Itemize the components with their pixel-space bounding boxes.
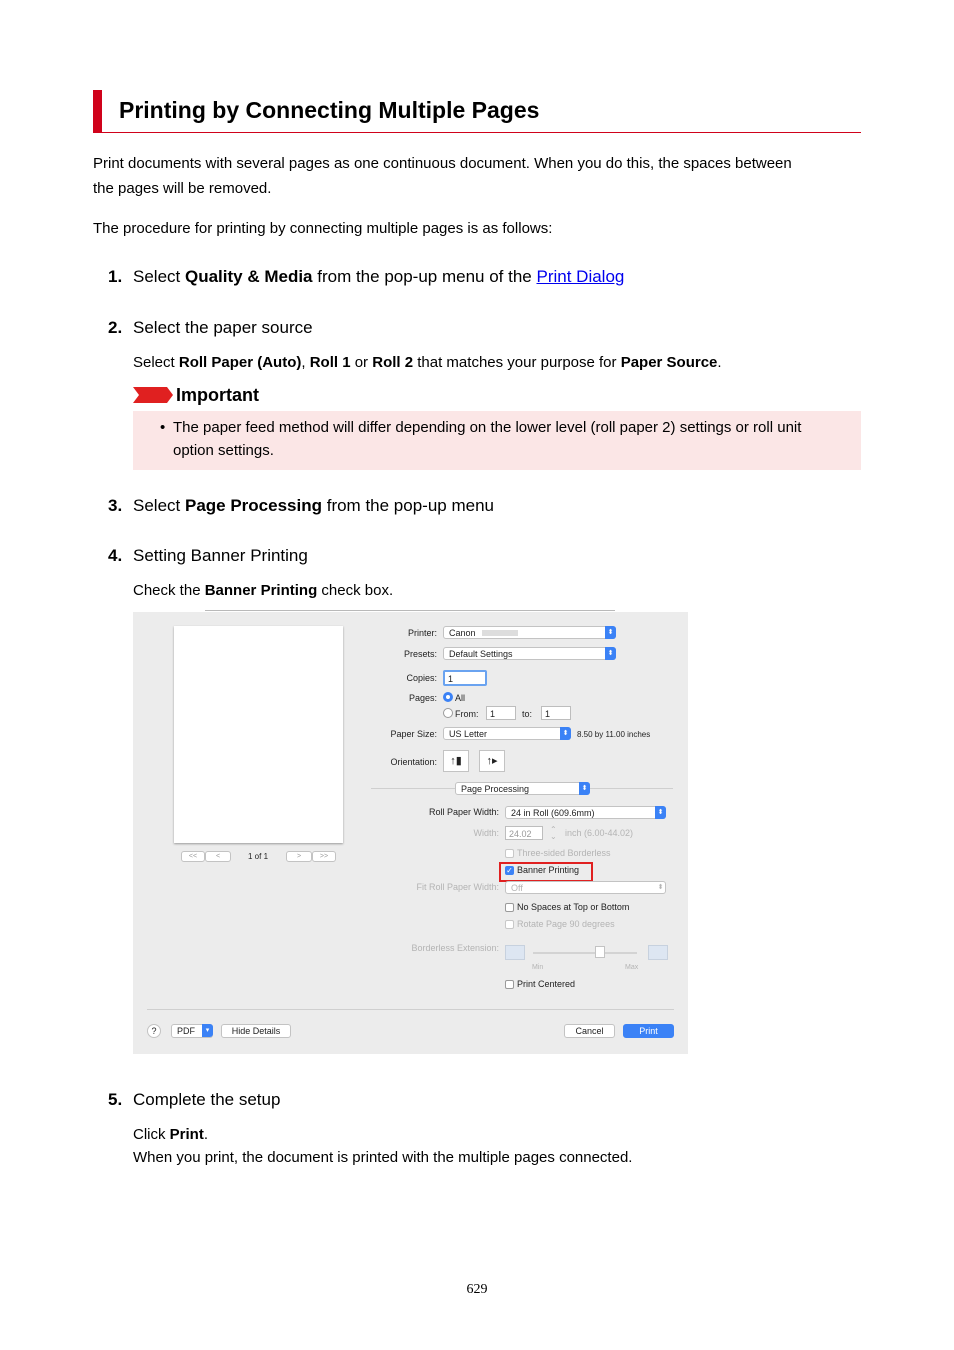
copies-label: Copies: [406,673,437,683]
printer-select[interactable]: Canon ⬍ [443,626,616,639]
no-spaces-checkbox[interactable] [505,903,514,912]
dialog-top-edge [205,610,615,611]
intro-line-1: Print documents with several pages as one continuous document. When you do this, the spaces between [93,155,792,172]
borderless-min-icon [505,945,525,960]
landscape-orientation-button[interactable] [479,750,505,772]
portrait-orientation-button[interactable] [443,750,469,772]
page-indicator: 1 of 1 [248,852,269,861]
step-3-text: Select Page Processing from the pop-up menu [133,496,494,515]
pages-from-label: From: [455,709,479,719]
paper-size-select[interactable]: US Letter ⬍ [443,727,571,740]
pages-label: Pages: [408,693,437,703]
roll-width-select[interactable]: 24 in Roll (609.6mm) ⬍ [505,806,666,819]
step-2-text: Select the paper source [133,318,313,337]
borderless-label: Borderless Extension: [411,943,499,953]
last-page-button[interactable]: >> [312,851,336,862]
rotate-label: Rotate Page 90 degrees [517,919,615,929]
chevron-updown-icon: ⬍ [655,806,666,819]
copies-input[interactable]: 1 [443,670,487,686]
step-1-number: 1. [108,267,123,286]
pages-from-radio[interactable] [443,708,453,718]
fit-roll-label: Fit Roll Paper Width: [416,882,499,892]
rotate-checkbox[interactable] [505,920,514,929]
presets-label: Presets: [403,649,437,659]
to-label: to: [522,709,533,719]
slider-max-label: Max [625,964,639,971]
pages-all-radio[interactable] [443,692,453,702]
from-input[interactable]: 1 [486,706,516,720]
width-stepper-icon[interactable]: ⌃ ⌄ [550,825,557,841]
width-input[interactable]: 24.02 [505,826,543,840]
three-sided-label: Three-sided Borderless [517,848,611,858]
portrait-icon: ↑▮ [450,755,462,767]
borderless-slider-track[interactable] [533,952,637,954]
important-text: The paper feed method will differ depending on the lower level (roll paper 2) settings or roll unit option settings. [173,419,802,459]
next-page-button[interactable]: > [286,851,312,862]
step-2-detail: Select Roll Paper (Auto), Roll 1 or Roll 2 that matches your purpose for Paper Source. [133,354,722,371]
fit-roll-select[interactable]: Off ⬍ [505,881,666,894]
orientation-label: Orientation: [390,757,437,767]
panel-select[interactable]: Page Processing ⬍ [455,782,590,795]
width-unit: inch (6.00-44.02) [565,828,634,838]
step-5-note: When you print, the document is printed with the multiple pages connected. [133,1149,633,1166]
step-5-text: Complete the setup [133,1090,281,1109]
chevron-down-icon: ▾ [202,1024,213,1037]
important-arrows-icon [133,387,173,403]
printer-label: Printer: [407,628,437,638]
page-number: 629 [466,1282,488,1297]
slider-min-label: Min [532,964,544,971]
pages-all-label: All [455,693,466,703]
paper-size-label: Paper Size: [390,729,437,739]
footer-divider [147,1009,674,1010]
important-title: Important [176,385,259,405]
important-bullet: • [160,419,166,436]
step-5-detail: Click Print. [133,1126,209,1143]
chevron-updown-icon: ⬍ [605,647,616,660]
step-3-number: 3. [108,496,123,515]
width-label: Width: [473,828,499,838]
chevron-updown-icon: ⬍ [560,727,571,740]
step-4-detail: Check the Banner Printing check box. [133,582,394,599]
step-4-text: Setting Banner Printing [133,546,308,565]
roll-width-label: Roll Paper Width: [428,807,499,817]
prev-page-button[interactable]: < [205,851,231,862]
page-title: Printing by Connecting Multiple Pages [119,97,540,123]
help-button[interactable]: ? [147,1024,161,1038]
print-centered-label: Print Centered [517,979,576,989]
print-centered-checkbox[interactable] [505,980,514,989]
print-button[interactable]: Print [623,1024,674,1038]
heading-accent-bar [93,90,102,133]
step-4-number: 4. [108,546,123,565]
print-dialog-link[interactable]: Print Dialog [536,267,625,286]
presets-select[interactable]: Default Settings ⬍ [443,647,616,660]
step-5-number: 5. [108,1090,123,1109]
procedure-text: The procedure for printing by connecting multiple pages is as follows: [93,220,553,237]
borderless-slider-thumb[interactable] [595,946,605,958]
borderless-max-icon [648,945,668,960]
first-page-button[interactable]: << [181,851,205,862]
pdf-button[interactable]: PDF ▾ [171,1024,213,1038]
step-2-number: 2. [108,318,123,337]
chevron-updown-icon: ⬍ [657,884,664,891]
paper-size-dims: 8.50 by 11.00 inches [577,730,651,739]
cancel-button[interactable]: Cancel [564,1024,615,1038]
chevron-updown-icon: ⬍ [579,782,590,795]
no-spaces-label: No Spaces at Top or Bottom [517,902,630,912]
step-1-text: Select Quality & Media from the pop-up menu of the Print Dialog [133,267,625,286]
print-dialog-screenshot [133,612,688,1054]
page-preview [174,626,343,843]
to-input[interactable]: 1 [541,706,571,720]
banner-printing-checkbox[interactable]: ✓ [506,866,513,875]
landscape-icon: ↑▸ [486,755,498,767]
three-sided-checkbox[interactable] [505,849,514,858]
chevron-updown-icon: ⬍ [605,626,616,639]
heading-underline [93,132,861,133]
hide-details-button[interactable]: Hide Details [221,1024,291,1038]
banner-printing-label: Banner Printing [517,865,580,875]
intro-line-2: the pages will be removed. [93,180,272,197]
